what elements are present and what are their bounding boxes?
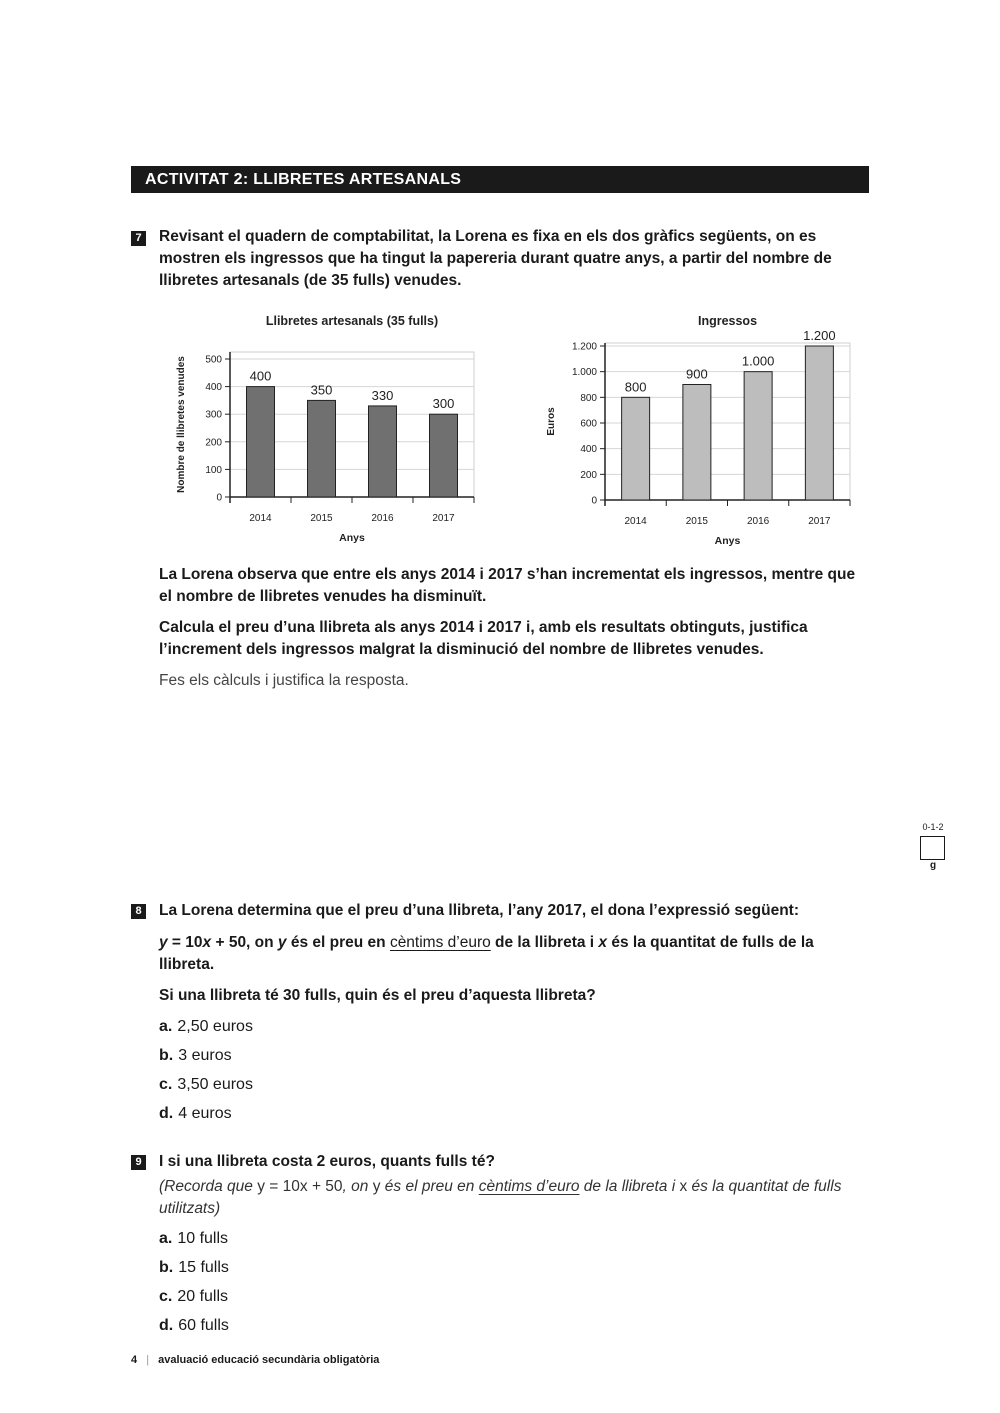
q8-question: Si una llibreta té 30 fulls, quin és el preu d’aquesta llibreta? — [159, 987, 596, 1004]
q8-option-b[interactable] — [159, 1045, 232, 1067]
q9-hint — [159, 1176, 869, 1220]
q8-formula-unit: cèntims d’euro — [389, 934, 491, 951]
bar-2014 — [247, 387, 275, 497]
q8-formula-var-x: x — [202, 934, 212, 951]
data-label: 330 — [371, 387, 394, 403]
q9-hint-var-y: y — [372, 1178, 381, 1195]
q8-formula — [159, 932, 869, 976]
option-letter: a. — [159, 1018, 173, 1035]
bar-2015 — [308, 400, 336, 497]
option-text: 2,50 euros — [177, 1018, 253, 1035]
q8-formula-part: és el preu en — [286, 934, 390, 951]
y-axis-label: Nombre de llibretes venudes — [176, 356, 187, 493]
q8-formula-var-y: y — [277, 934, 287, 951]
option-letter: c. — [159, 1288, 173, 1305]
q7-intro: Revisant el quadern de comptabilitat, la Lorena es fixa en els dos gràfics següents, on es mostren els ingressos que ha tingut la papereria durant quatre anys, a partir del nombre de llibretes artesanals (de 35 fulls) venudes. — [159, 228, 832, 289]
x-tick-label: 2015 — [685, 516, 708, 527]
option-text: 10 fulls — [177, 1230, 229, 1247]
data-label: 350 — [310, 382, 333, 398]
y-tick-label: 800 — [580, 392, 597, 404]
question-number-8: 8 — [131, 904, 146, 919]
q9-option-b[interactable] — [159, 1257, 229, 1279]
data-label: 800 — [624, 379, 647, 395]
y-tick-label: 0 — [591, 495, 597, 507]
question-number-9: 9 — [131, 1155, 146, 1170]
page-number: 4 — [131, 1354, 138, 1366]
bar-2017 — [430, 414, 458, 497]
data-label: 400 — [249, 368, 272, 384]
x-tick-label: 2017 — [808, 516, 831, 527]
q9-hint-part: (Recorda que — [159, 1178, 258, 1195]
q8-prompt: La Lorena determina que el preu d’una llibreta, l’any 2017, el dona l’expressió següent: — [159, 902, 799, 919]
option-text: 4 euros — [178, 1105, 232, 1122]
y-tick-label: 500 — [205, 354, 222, 366]
q7-instruction: Fes els càlculs i justifica la resposta. — [159, 672, 409, 689]
q9-hint-part: , on — [342, 1178, 373, 1195]
score-scale: 0-1-2 — [922, 822, 944, 832]
q8-formula-part: + 50, on — [211, 934, 278, 951]
q8-option-a[interactable] — [159, 1016, 253, 1038]
option-letter: b. — [159, 1047, 174, 1064]
option-text: 3 euros — [178, 1047, 232, 1064]
option-text: 20 fulls — [177, 1288, 229, 1305]
y-tick-label: 400 — [580, 444, 597, 456]
q8-formula-var-y: y — [159, 934, 168, 951]
score-code: g — [929, 860, 937, 871]
x-tick-label: 2014 — [249, 513, 272, 524]
y-tick-label: 100 — [205, 464, 222, 476]
y-tick-label: 200 — [205, 437, 222, 449]
option-letter: c. — [159, 1076, 173, 1093]
chart-llibretes — [170, 308, 490, 553]
q9-hint-var-x: x — [679, 1178, 688, 1195]
x-tick-label: 2014 — [624, 516, 647, 527]
q8-formula-var-x: x — [598, 934, 608, 951]
chart-title: Ingressos — [697, 314, 758, 328]
bar-2014 — [622, 397, 650, 500]
question-number-7: 7 — [131, 231, 146, 246]
bar-2015 — [683, 385, 711, 501]
option-letter: d. — [159, 1317, 174, 1334]
q9-option-a[interactable] — [159, 1228, 228, 1250]
y-tick-label: 400 — [205, 382, 222, 394]
option-text: 3,50 euros — [177, 1076, 253, 1093]
bar-2016 — [744, 372, 772, 500]
q8-option-c[interactable] — [159, 1074, 253, 1096]
page-footer — [131, 1354, 379, 1366]
option-text: 15 fulls — [178, 1259, 229, 1276]
section-title: ACTIVITAT 2: LLIBRETES ARTESANALS — [131, 166, 869, 193]
y-tick-label: 300 — [205, 409, 222, 421]
chart-ingressos — [540, 308, 870, 553]
q9-hint-unit: cèntims d’euro — [478, 1178, 580, 1195]
q8-formula-part: és la quantitat de fulls de la llibreta. — [159, 934, 814, 973]
q9-hint-formula: y = 10x + 50 — [257, 1178, 343, 1195]
option-letter: b. — [159, 1259, 174, 1276]
data-label: 300 — [432, 396, 455, 412]
data-label: 1.000 — [741, 353, 775, 369]
score-box[interactable] — [920, 836, 945, 860]
y-tick-label: 200 — [580, 469, 597, 481]
q9-option-d[interactable] — [159, 1315, 229, 1337]
q8-option-d[interactable] — [159, 1103, 232, 1125]
q9-hint-part: és la quantitat de fulls utilitzats) — [159, 1178, 842, 1217]
q9-question: I si una llibreta costa 2 euros, quants fulls té? — [159, 1153, 495, 1170]
x-tick-label: 2017 — [432, 513, 455, 524]
footer-separator: | — [146, 1354, 150, 1366]
x-tick-label: 2015 — [310, 513, 333, 524]
chart-title: Llibretes artesanals (35 fulls) — [265, 314, 439, 328]
option-letter: d. — [159, 1105, 174, 1122]
data-label: 900 — [686, 366, 708, 382]
q7-task: Calcula el preu d’una llibreta als anys 2014 i 2017 i, amb els resultats obtinguts, justifica l’increment dels ingressos malgrat la disminució del nombre de llibretes venudes. — [159, 619, 808, 658]
footer-text: avaluació educació secundària obligatòria — [158, 1354, 380, 1366]
q9-hint-part: és el preu en — [380, 1178, 479, 1195]
q9-option-c[interactable] — [159, 1286, 228, 1308]
q7-observation: La Lorena observa que entre els anys 2014 i 2017 s’han incrementat els ingressos, mentre que el nombre de llibretes venudes ha disminuït. — [159, 566, 856, 605]
x-axis-label: Anys — [714, 535, 741, 547]
x-tick-label: 2016 — [747, 516, 770, 527]
y-tick-label: 1.000 — [571, 367, 597, 379]
y-tick-label: 1.200 — [571, 341, 597, 353]
x-axis-label: Anys — [339, 532, 365, 544]
y-axis-label: Euros — [546, 407, 557, 436]
q9-hint-part: de la llibreta i — [579, 1178, 680, 1195]
y-tick-label: 0 — [216, 492, 222, 504]
bar-2016 — [369, 406, 397, 497]
data-label: 1.200 — [803, 328, 836, 343]
x-tick-label: 2016 — [371, 513, 394, 524]
option-letter: a. — [159, 1230, 173, 1247]
q8-formula-part: de la llibreta i — [490, 934, 599, 951]
q8-formula-part: = 10 — [167, 934, 203, 951]
option-text: 60 fulls — [178, 1317, 229, 1334]
y-tick-label: 600 — [580, 418, 597, 430]
bar-2017 — [805, 346, 833, 500]
